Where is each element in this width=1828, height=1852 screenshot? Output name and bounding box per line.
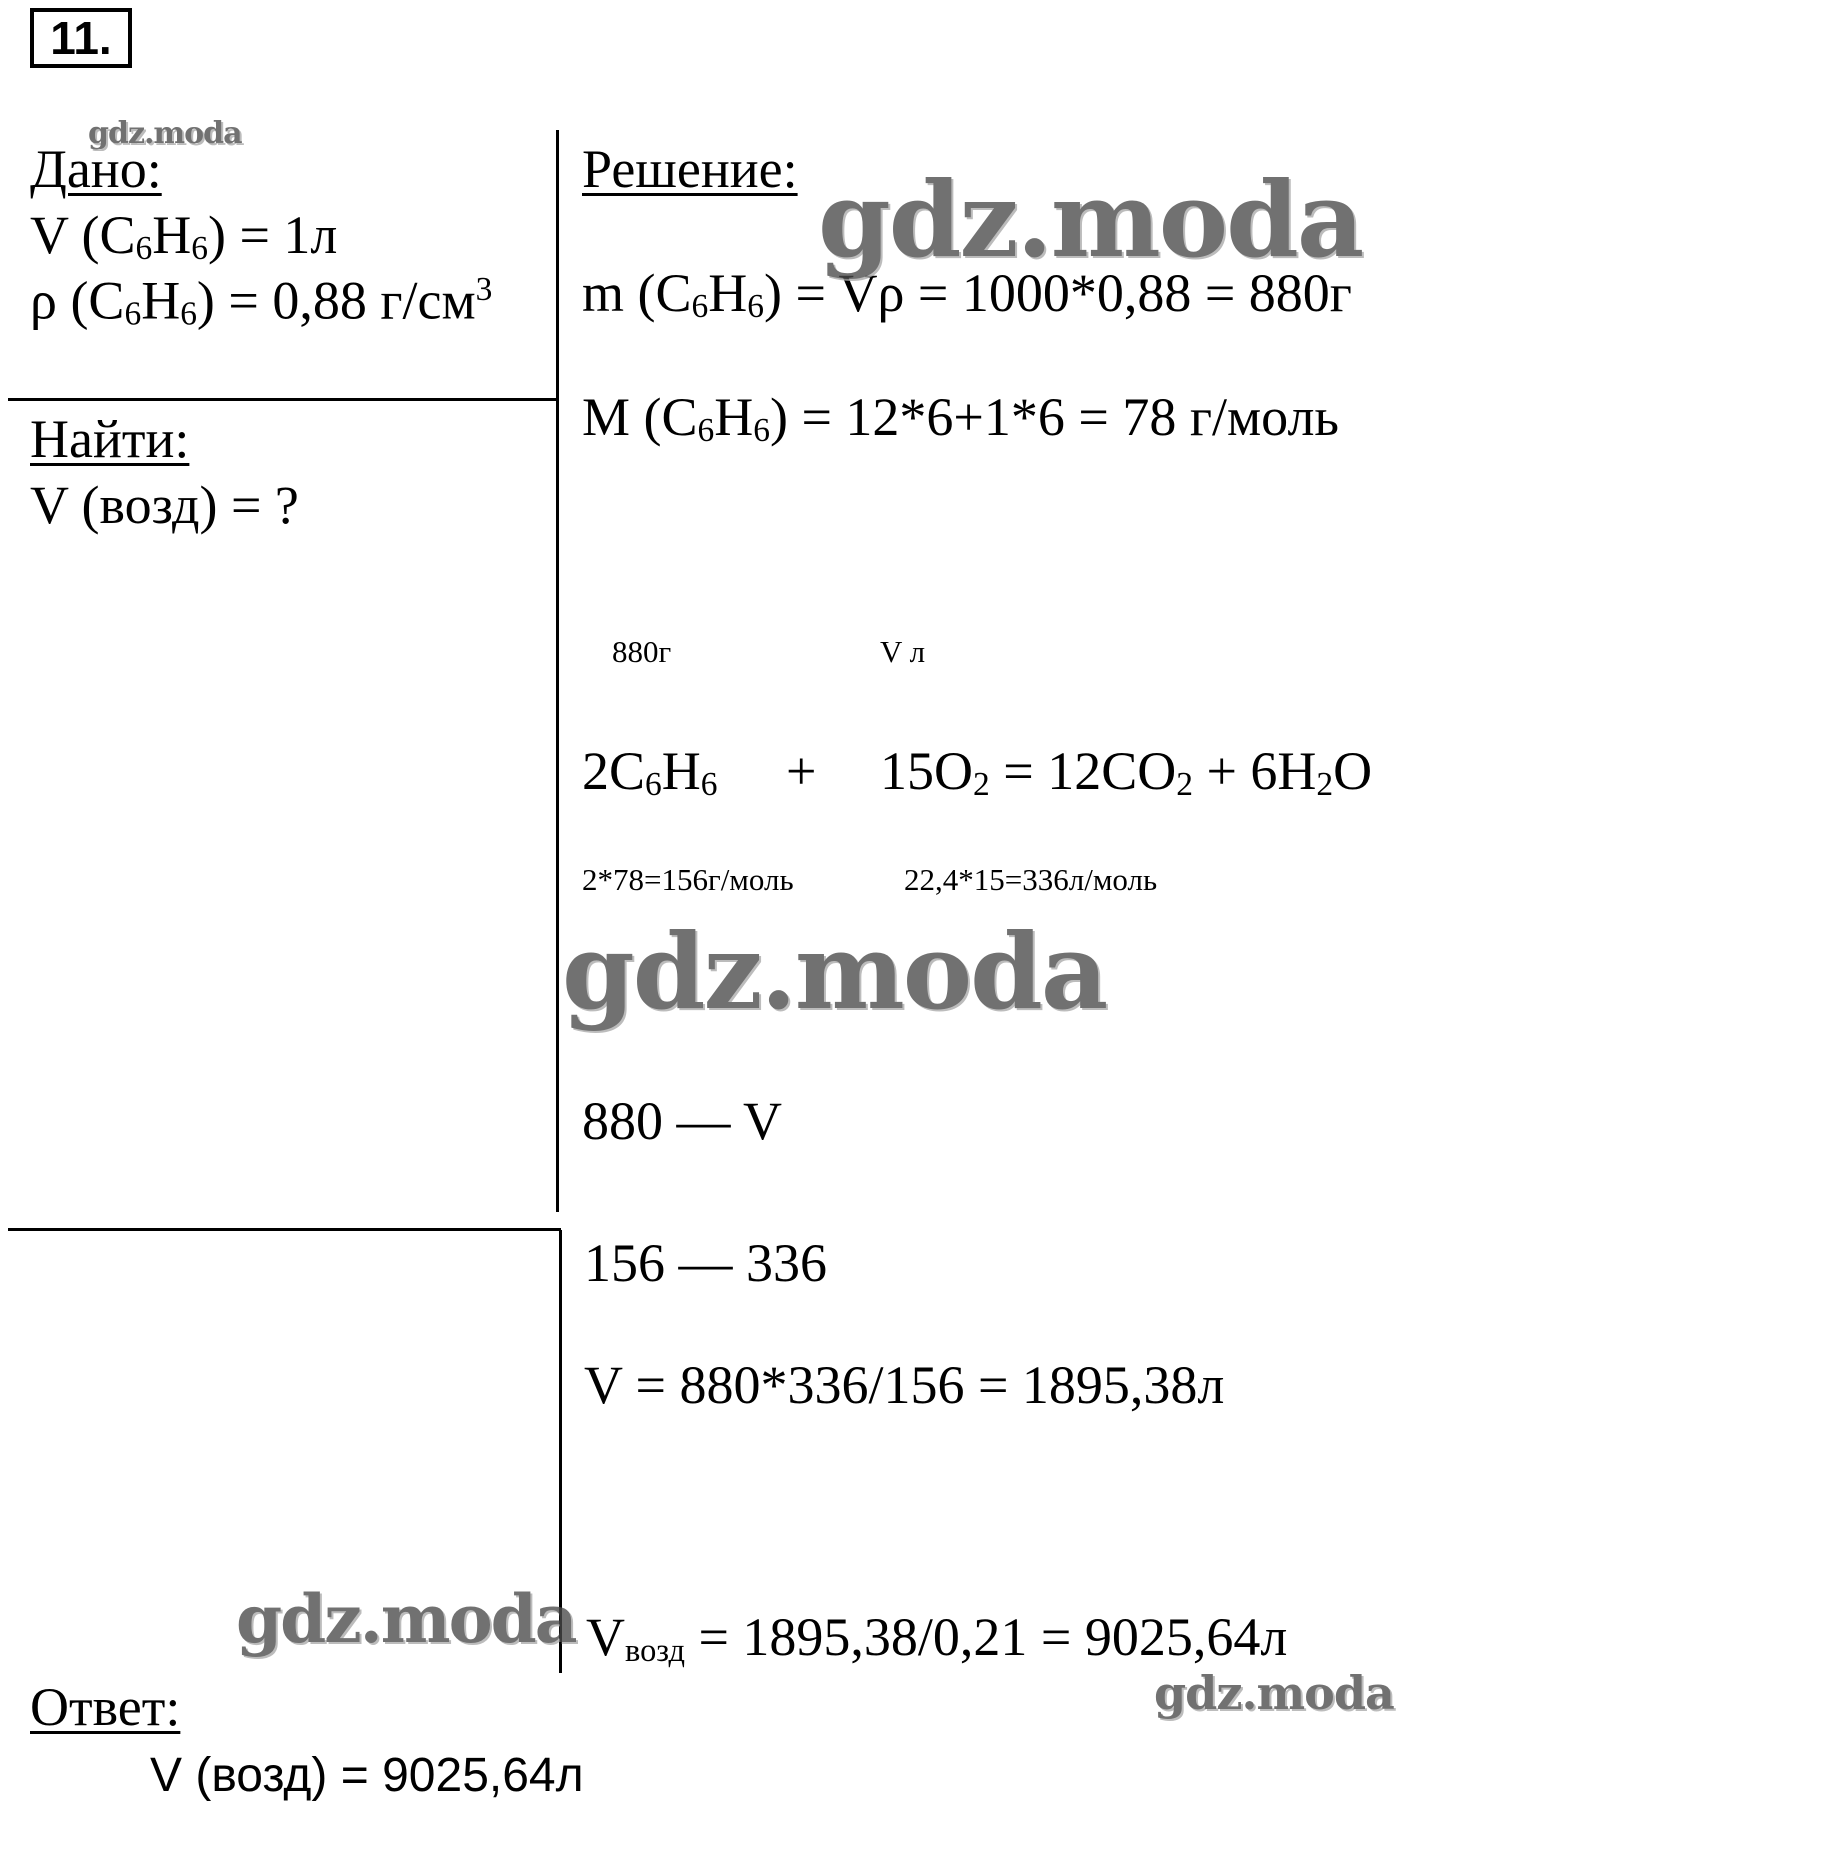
air-volume-result: $V_{возд} = 1895,38/0,21 = 9025,64л$ bbox=[586, 1607, 1288, 1669]
watermark-bottom-right: gdz.moda bbox=[1154, 1666, 1394, 1720]
divider-find-bottom bbox=[8, 1228, 561, 1231]
watermark-top: gdz.moda bbox=[818, 158, 1363, 281]
proportion-line-1: 880 — V bbox=[582, 1091, 783, 1151]
solution-heading: Решение: bbox=[582, 139, 798, 199]
watermark-bottom-left: gdz.moda bbox=[236, 1580, 576, 1658]
label-above-oxygen: V л bbox=[880, 634, 926, 669]
mass-equation: m $(C_6H_6) = V\rho = 1000*0,88 = 880г$ bbox=[582, 263, 1352, 326]
divider-vertical-top bbox=[556, 130, 559, 1212]
divider-given-find bbox=[8, 398, 559, 401]
find-heading: Найти: bbox=[30, 409, 190, 469]
given-volume: V $(C_6H_6) = 1л$ bbox=[30, 205, 338, 268]
task-number: 11. bbox=[30, 8, 132, 68]
reaction-plus: + bbox=[786, 741, 817, 801]
reaction-products: $15O_2 = 12CO_2 + 6H_2O$ bbox=[880, 741, 1373, 804]
watermark-small-top: gdz.moda bbox=[88, 116, 242, 151]
watermark-middle: gdz.moda bbox=[562, 910, 1107, 1033]
given-heading: Дано: bbox=[30, 139, 162, 199]
answer-value: V (возд) = 9025,64л bbox=[150, 1749, 584, 1802]
label-below-benzene: 2*78=156г/моль bbox=[582, 862, 794, 897]
given-density: ρ $(C_6H_6) = 0,88$ $г/см^3$ bbox=[30, 270, 493, 333]
label-below-oxygen: 22,4*15=336л/моль bbox=[904, 862, 1158, 897]
molar-mass-equation: M $(C_6H_6) = 12*6+1*6 = 78$ г/моль bbox=[582, 387, 1340, 450]
reaction-benzene: $2C_6H_6$ bbox=[582, 741, 718, 804]
proportion-line-2: 156 — 336 bbox=[584, 1233, 827, 1293]
volume-result: V = 880*336/156 = 1895,38л bbox=[584, 1355, 1225, 1415]
label-above-benzene: 880г bbox=[612, 634, 672, 669]
answer-heading: Ответ: bbox=[30, 1677, 181, 1737]
find-item: V (возд) = ? bbox=[30, 475, 299, 535]
